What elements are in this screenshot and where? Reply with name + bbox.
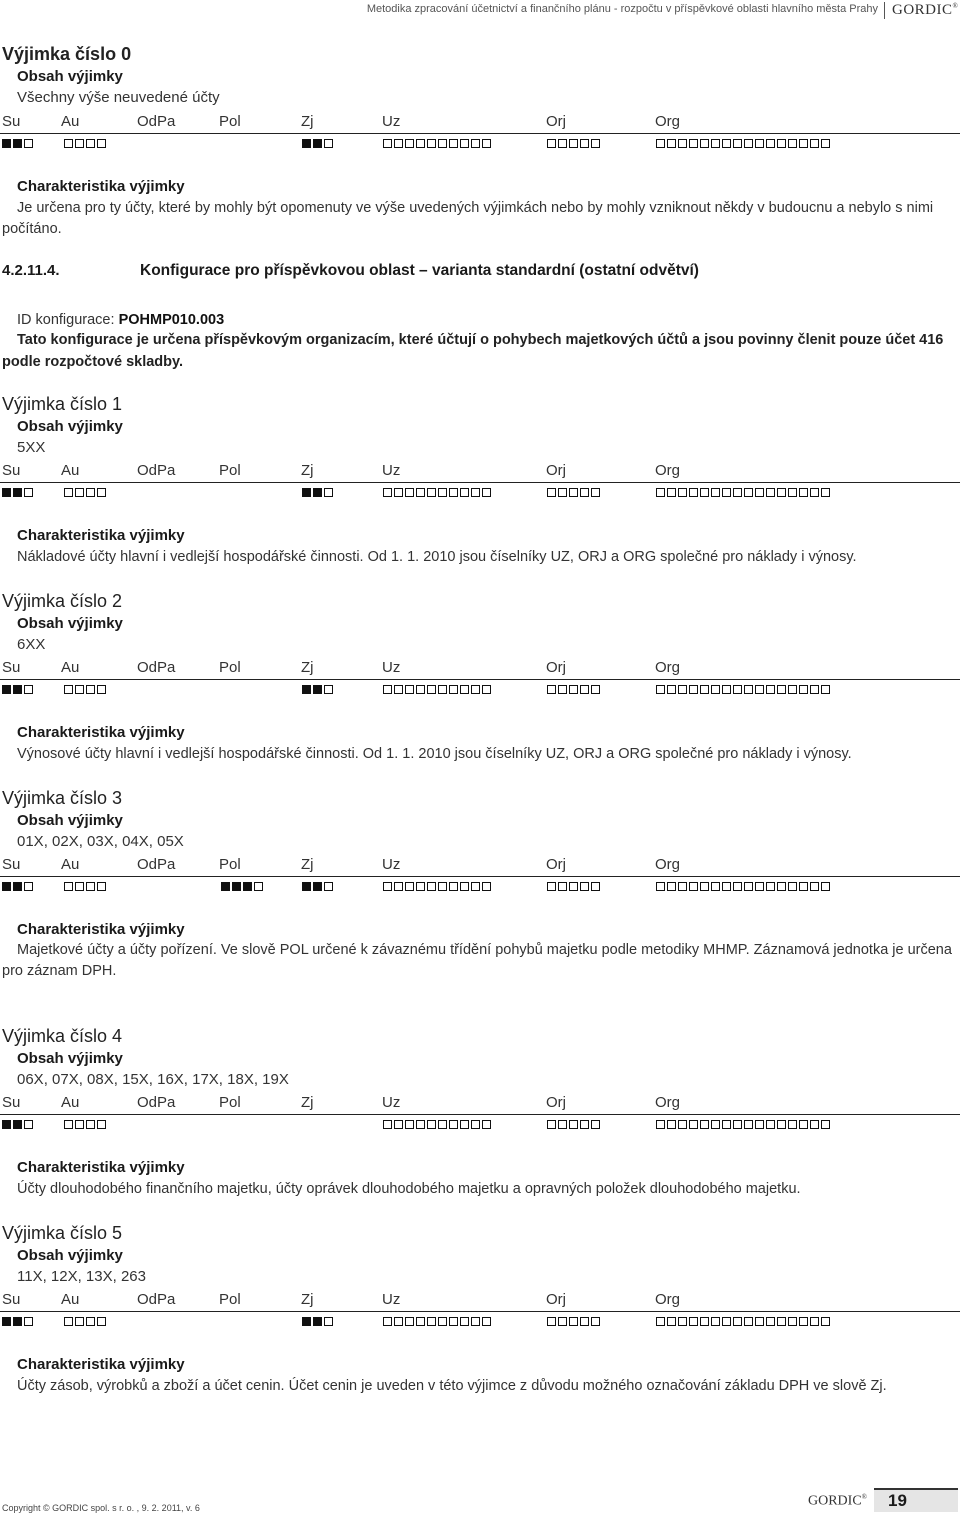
column-org: Org <box>655 1094 681 1111</box>
exception-title: Výjimka číslo 5 <box>2 1223 123 1243</box>
column-org: Org <box>655 462 681 479</box>
mask-su <box>2 1317 33 1327</box>
characteristic-text: Výnosové účty hlavní i vedlejší hospodářské činnosti. Od 1. 1. 2010 jsou číselníky UZ, ORJ a ORG společné pro náklady i výnosy. <box>17 746 852 762</box>
column-zj: Zj <box>301 856 314 873</box>
column-su: Su <box>2 113 21 130</box>
column-zj: Zj <box>301 1094 314 1111</box>
exception-title: Výjimka číslo 1 <box>2 394 123 414</box>
column-orj: Orj <box>546 659 566 676</box>
config-id-value: POHMP010.003 <box>118 312 225 328</box>
mask-orj <box>547 882 600 892</box>
mask-au <box>64 685 106 695</box>
column-org: Org <box>655 856 681 873</box>
running-header-title: Metodika zpracování účetnictví a finančního plánu - rozpočtu v příspěvkové oblasti hlavního města Prahy <box>366 3 878 15</box>
content-label: Obsah výjimky <box>17 1050 123 1067</box>
characteristic-text: Účty zásob, výrobků a zboží a účet cenin. Účet cenin je uveden v této výjimce z důvodu možného označování základu DPH ve slově Zj. <box>17 1378 887 1394</box>
column-pol: Pol <box>219 1291 241 1308</box>
footer-logo <box>808 1493 867 1510</box>
column-orj: Orj <box>546 1094 566 1111</box>
column-headers <box>0 856 960 876</box>
mask-au <box>64 139 106 149</box>
mask-uz <box>383 1317 491 1327</box>
column-odpa: OdPa <box>137 659 176 676</box>
mask-au <box>64 488 106 498</box>
mask-orj <box>547 139 600 149</box>
column-headers <box>0 1094 960 1114</box>
field-mask-row <box>0 1120 960 1132</box>
content-value: 11X, 12X, 13X, 263 <box>17 1268 146 1285</box>
exception-block-4 <box>0 1026 960 1206</box>
exception-title: Výjimka číslo 3 <box>2 788 123 808</box>
header-rule <box>0 876 960 877</box>
column-pol: Pol <box>219 462 241 479</box>
mask-org <box>656 685 830 695</box>
mask-org <box>656 1120 830 1130</box>
mask-zj <box>302 685 333 695</box>
column-au: Au <box>61 113 80 130</box>
column-su: Su <box>2 659 21 676</box>
section-title: Konfigurace pro příspěvkovou oblast – varianta standardní (ostatní odvětví) <box>140 262 699 279</box>
column-su: Su <box>2 1094 21 1111</box>
characteristic-text: Je určena pro ty účty, které by mohly být opomenuty ve výše uvedených výjimkách nebo by mohly vzniknout někdy v budoucnu a nebylo s nimi počítáno. <box>2 200 934 237</box>
column-zj: Zj <box>301 1291 314 1308</box>
exception-title: Výjimka číslo 4 <box>2 1026 123 1046</box>
column-pol: Pol <box>219 856 241 873</box>
column-orj: Orj <box>546 1291 566 1308</box>
column-su: Su <box>2 856 21 873</box>
mask-zj <box>302 488 333 498</box>
exception-block-5 <box>0 1223 960 1403</box>
section-number: 4.2.11.4. <box>2 262 60 279</box>
column-orj: Orj <box>546 856 566 873</box>
column-org: Org <box>655 113 681 130</box>
mask-zj <box>302 139 333 149</box>
column-odpa: OdPa <box>137 1094 176 1111</box>
header-rule <box>0 1311 960 1312</box>
mask-su <box>2 1120 33 1130</box>
exception-block-3 <box>0 788 960 988</box>
column-zj: Zj <box>301 462 314 479</box>
column-headers <box>0 1291 960 1311</box>
mask-au <box>64 1317 106 1327</box>
mask-su <box>2 139 33 149</box>
column-au: Au <box>61 1291 80 1308</box>
column-pol: Pol <box>219 659 241 676</box>
characteristic-label: Charakteristika výjimky <box>17 1356 185 1373</box>
header-divider <box>884 2 885 19</box>
content-label: Obsah výjimky <box>17 68 123 85</box>
footer-copyright: Copyright © GORDIC spol. s r. o. , 9. 2. 2011, v. 6 <box>2 1503 200 1513</box>
header-logo <box>892 2 958 19</box>
column-au: Au <box>61 462 80 479</box>
characteristic-text: Majetkové účty a účty pořízení. Ve slově POL určené k závaznému třídění pohybů majetku podle metodiky MHMP. Záznamová jednotka je určena pro záznam DPH. <box>2 942 952 979</box>
content-value: Všechny výše neuvedené účty <box>17 89 220 106</box>
column-zj: Zj <box>301 659 314 676</box>
column-uz: Uz <box>382 659 401 676</box>
column-pol: Pol <box>219 113 241 130</box>
field-mask-row <box>0 882 960 894</box>
config-description: Tato konfigurace je určena příspěvkovým organizacím, které účtují o pohybech majetkových účtů a jsou povinny členit pouze účet 416 podle rozpočtové skladby. <box>2 332 944 370</box>
mask-org <box>656 488 830 498</box>
column-org: Org <box>655 659 681 676</box>
exception-block-2 <box>0 591 960 771</box>
field-mask-row <box>0 488 960 500</box>
header-logo-text: GORDIC <box>892 2 953 18</box>
column-headers <box>0 113 960 133</box>
content-value: 06X, 07X, 08X, 15X, 16X, 17X, 18X, 19X <box>17 1071 289 1088</box>
content-value: 01X, 02X, 03X, 04X, 05X <box>17 833 184 850</box>
exception-title: Výjimka číslo 2 <box>2 591 123 611</box>
mask-au <box>64 882 106 892</box>
column-su: Su <box>2 462 21 479</box>
column-odpa: OdPa <box>137 1291 176 1308</box>
mask-uz <box>383 882 491 892</box>
header-logo-mark: ® <box>952 2 959 10</box>
column-zj: Zj <box>301 113 314 130</box>
field-mask-row <box>0 139 960 151</box>
mask-orj <box>547 1317 600 1327</box>
footer-logo-mark: ® <box>861 1493 867 1501</box>
column-org: Org <box>655 1291 681 1308</box>
characteristic-text: Účty dlouhodobého finančního majetku, účty oprávek dlouhodobého majetku a opravných položek dlouhodobého majetku. <box>17 1181 801 1197</box>
column-uz: Uz <box>382 113 401 130</box>
content-value: 6XX <box>17 636 46 653</box>
characteristic-label: Charakteristika výjimky <box>17 1159 185 1176</box>
column-odpa: OdPa <box>137 462 176 479</box>
header-rule <box>0 133 960 134</box>
mask-org <box>656 882 830 892</box>
column-odpa: OdPa <box>137 856 176 873</box>
header-rule <box>0 1114 960 1115</box>
column-orj: Orj <box>546 113 566 130</box>
field-mask-row <box>0 1317 960 1329</box>
content-label: Obsah výjimky <box>17 812 123 829</box>
characteristic-label: Charakteristika výjimky <box>17 178 185 195</box>
mask-zj <box>302 1317 333 1327</box>
exception-block-0 <box>0 44 960 244</box>
mask-uz <box>383 1120 491 1130</box>
column-headers <box>0 462 960 482</box>
mask-au <box>64 1120 106 1130</box>
exception-block-1 <box>0 394 960 574</box>
mask-orj <box>547 1120 600 1130</box>
mask-su <box>2 685 33 695</box>
column-odpa: OdPa <box>137 113 176 130</box>
column-au: Au <box>61 1094 80 1111</box>
mask-org <box>656 1317 830 1327</box>
characteristic-text: Nákladové účty hlavní i vedlejší hospodářské činnosti. Od 1. 1. 2010 jsou číselníky UZ, ORJ a ORG společné pro náklady i výnosy. <box>17 549 857 565</box>
field-mask-row <box>0 685 960 697</box>
mask-orj <box>547 488 600 498</box>
column-uz: Uz <box>382 462 401 479</box>
mask-uz <box>383 685 491 695</box>
mask-pol <box>221 882 263 892</box>
header-rule <box>0 482 960 483</box>
column-uz: Uz <box>382 1094 401 1111</box>
column-headers <box>0 659 960 679</box>
page-number: 19 <box>874 1488 958 1512</box>
footer-logo-text: GORDIC <box>808 1493 862 1509</box>
column-pol: Pol <box>219 1094 241 1111</box>
config-id-label: ID konfigurace: <box>17 312 115 328</box>
content-label: Obsah výjimky <box>17 1247 123 1264</box>
content-label: Obsah výjimky <box>17 615 123 632</box>
mask-zj <box>302 882 333 892</box>
mask-su <box>2 882 33 892</box>
characteristic-label: Charakteristika výjimky <box>17 724 185 741</box>
mask-org <box>656 139 830 149</box>
mask-uz <box>383 488 491 498</box>
characteristic-label: Charakteristika výjimky <box>17 921 185 938</box>
content-label: Obsah výjimky <box>17 418 123 435</box>
mask-uz <box>383 139 491 149</box>
column-su: Su <box>2 1291 21 1308</box>
column-au: Au <box>61 659 80 676</box>
mask-orj <box>547 685 600 695</box>
config-id-line <box>17 312 224 328</box>
header-rule <box>0 679 960 680</box>
column-uz: Uz <box>382 1291 401 1308</box>
exception-title: Výjimka číslo 0 <box>2 44 132 64</box>
column-au: Au <box>61 856 80 873</box>
column-orj: Orj <box>546 462 566 479</box>
content-value: 5XX <box>17 439 46 456</box>
mask-su <box>2 488 33 498</box>
characteristic-label: Charakteristika výjimky <box>17 527 185 544</box>
column-uz: Uz <box>382 856 401 873</box>
